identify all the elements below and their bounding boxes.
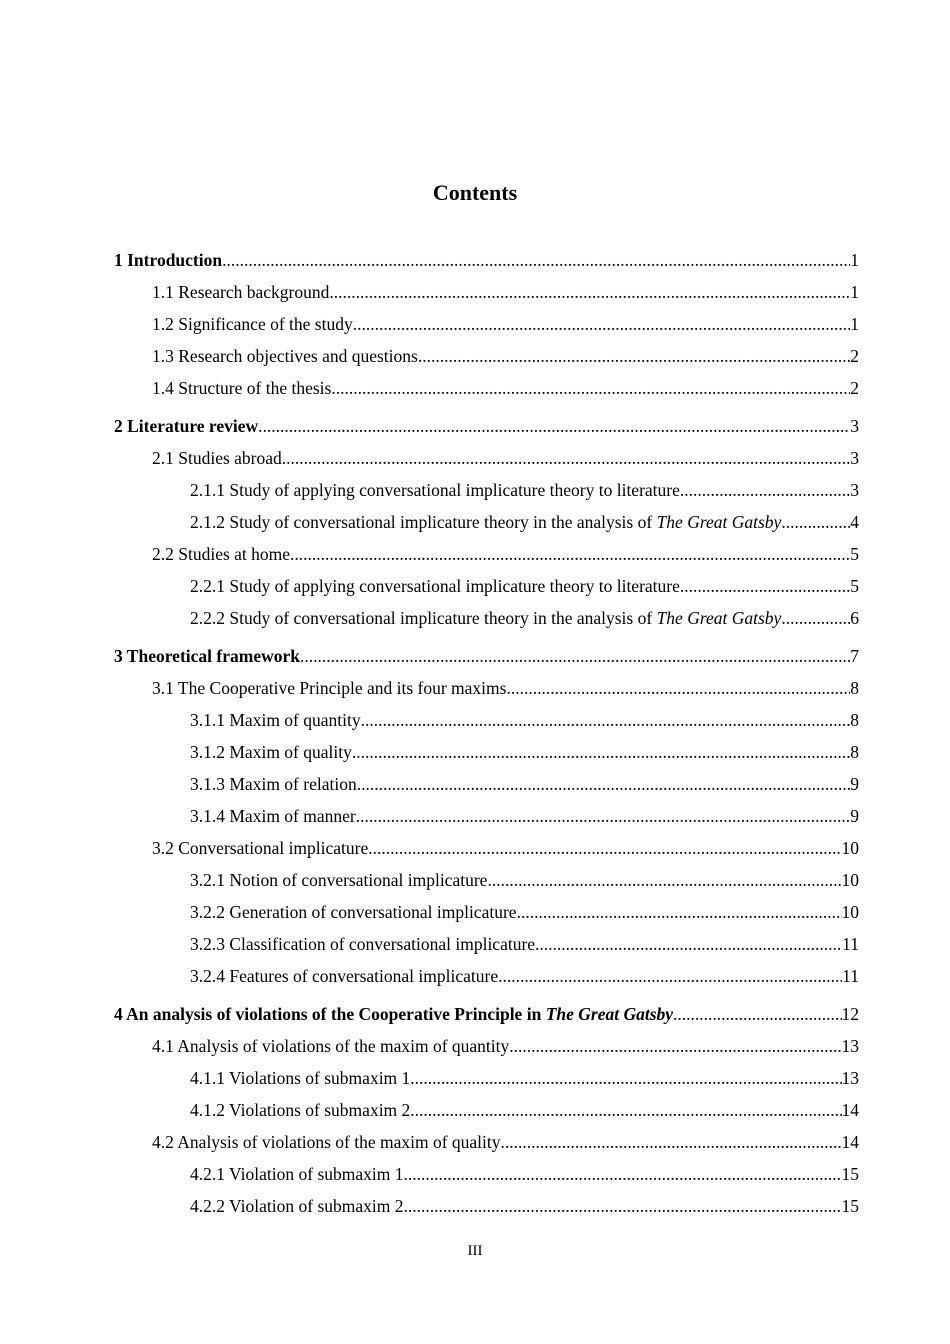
- toc-dot-leader: [222, 247, 850, 273]
- toc-page-number: 1: [850, 282, 859, 302]
- toc-entry-title: [190, 803, 356, 829]
- toc-page-number: 12: [841, 1004, 859, 1024]
- toc-entry-title: [152, 675, 506, 701]
- toc-entry-title-text: 2.1.1 Study of applying conversational implicature theory to literature: [190, 480, 680, 500]
- toc-entry-level-3[interactable]: [114, 605, 859, 637]
- toc-page-number: 10: [841, 838, 859, 858]
- toc-entry-title: [190, 573, 680, 599]
- toc-entry-title: [152, 541, 290, 567]
- toc-entry-title-text: 4.1 Analysis of violations of the maxim of quantity: [152, 1036, 510, 1056]
- toc-dot-leader: [509, 1033, 841, 1059]
- toc-dot-leader: [506, 675, 850, 701]
- toc-entry-title: [152, 279, 329, 305]
- toc-entry-level-3[interactable]: [114, 477, 859, 509]
- toc-page-number: 14: [841, 1100, 859, 1120]
- toc-entry-title: [190, 931, 535, 957]
- toc-entry-title-text: 1.4 Structure of the thesis: [152, 378, 332, 398]
- toc-dot-leader: [356, 803, 851, 829]
- toc-entry-level-2[interactable]: [114, 445, 859, 477]
- toc-entry-level-2[interactable]: [114, 311, 859, 343]
- toc-entry-title-text: 1.2 Significance of the study: [152, 314, 353, 334]
- toc-entry-title: [190, 899, 517, 925]
- toc-entry-title-text: 3.2.2 Generation of conversational implicature: [190, 902, 517, 922]
- toc-entry-title: [190, 1097, 410, 1123]
- toc-entry-title-text: 2.1.2 Study of conversational implicature theory in the analysis of: [190, 512, 657, 532]
- toc-entry-title: [152, 311, 353, 337]
- toc-entry-level-2[interactable]: [114, 1129, 859, 1161]
- toc-page-number: 1: [850, 250, 859, 270]
- toc-entry-title-text: 3.1.2 Maxim of quality: [190, 742, 352, 762]
- toc-entry-level-1[interactable]: [114, 1001, 859, 1033]
- toc-dot-leader: [353, 311, 851, 337]
- toc-entry-level-3[interactable]: [114, 1097, 859, 1129]
- toc-entry-level-2[interactable]: [114, 675, 859, 707]
- toc-entry-title: [114, 643, 300, 669]
- toc-page-number: 3: [850, 448, 859, 468]
- toc-entry-level-2[interactable]: [114, 375, 859, 407]
- toc-entry-title-text: 4.2.1 Violation of submaxim 1: [190, 1164, 404, 1184]
- toc-entry-title-text: 4 An analysis of violations of the Cooperative Principle in: [114, 1004, 546, 1024]
- toc-page-number: 7: [850, 646, 859, 666]
- toc-page-number: 1: [850, 314, 859, 334]
- toc-page-number: 14: [841, 1132, 859, 1152]
- toc-entry-title: [114, 413, 258, 439]
- toc-entry-title-text: 4.1.1 Violations of submaxim 1: [190, 1068, 411, 1088]
- toc-page-number: 10: [841, 902, 859, 922]
- toc-entry-title: [190, 707, 361, 733]
- toc-page-number: 10: [841, 870, 859, 890]
- toc-dot-leader: [361, 707, 851, 733]
- toc-entry-title-text: 3 Theoretical framework: [114, 646, 300, 666]
- toc-entry-title-text: 4.2.2 Violation of submaxim 2: [190, 1196, 404, 1216]
- toc-page-number: 8: [850, 710, 859, 730]
- toc-page-number: 4: [850, 512, 859, 532]
- toc-dot-leader: [282, 445, 850, 471]
- toc-entry-title-italic: The Great Gatsby: [656, 512, 782, 532]
- toc-entry-title-text: 2.2.2 Study of conversational implicature theory in the analysis of: [190, 608, 657, 628]
- toc-entry-title-text: 3.1.1 Maxim of quantity: [190, 710, 361, 730]
- toc-page-number: 5: [850, 544, 859, 564]
- toc-entry-level-3[interactable]: [114, 573, 859, 605]
- toc-entry-title: [152, 445, 282, 471]
- toc-entry-title-italic: The Great Gatsby: [545, 1004, 674, 1024]
- toc-page-number: 2: [850, 378, 859, 398]
- toc-entry-level-2[interactable]: [114, 541, 859, 573]
- toc-page-number: 15: [841, 1196, 859, 1216]
- toc-entry-level-2[interactable]: [114, 835, 859, 867]
- toc-page-number: 13: [841, 1036, 859, 1056]
- toc-entry-title-text: 2.1 Studies abroad: [152, 448, 282, 468]
- toc-entry-title-italic: The Great Gatsby: [656, 608, 782, 628]
- toc-entry-title: [190, 771, 357, 797]
- toc-entry-level-3[interactable]: [114, 1065, 859, 1097]
- toc-entry-level-3[interactable]: [114, 899, 859, 931]
- toc-entry-level-1[interactable]: [114, 413, 859, 445]
- toc-entry-title: [190, 963, 498, 989]
- toc-dot-leader: [487, 867, 841, 893]
- toc-dot-leader: [418, 343, 850, 369]
- toc-entry-title: [190, 605, 781, 631]
- toc-entry-level-3[interactable]: [114, 803, 859, 835]
- toc-entry-level-2[interactable]: [114, 279, 859, 311]
- toc-dot-leader: [535, 931, 842, 957]
- toc-page-number: 3: [850, 416, 859, 436]
- toc-entry-level-3[interactable]: [114, 1161, 859, 1193]
- toc-entry-level-3[interactable]: [114, 509, 859, 541]
- toc-entry-title-text: 3.1 The Cooperative Principle and its four maxims: [152, 678, 507, 698]
- toc-dot-leader: [501, 1129, 842, 1155]
- toc-entry-level-2[interactable]: [114, 343, 859, 375]
- toc-dot-leader: [410, 1065, 841, 1091]
- toc-dot-leader: [368, 835, 841, 861]
- toc-entry-title: [152, 1033, 509, 1059]
- toc-page-number: 9: [850, 774, 859, 794]
- toc-entry-title: [190, 1065, 410, 1091]
- toc-dot-leader: [498, 963, 842, 989]
- toc-dot-leader: [673, 1001, 841, 1027]
- toc-dot-leader: [258, 413, 850, 439]
- toc-dot-leader: [517, 899, 842, 925]
- toc-entry-title: [190, 1193, 403, 1219]
- toc-page-number: 3: [850, 480, 859, 500]
- toc-entry-title-text: 3.2.1 Notion of conversational implicature: [190, 870, 488, 890]
- toc-entry-level-3[interactable]: [114, 867, 859, 899]
- page-number-footer: III: [467, 1243, 483, 1259]
- toc-entry-level-2[interactable]: [114, 1033, 859, 1065]
- toc-entry-level-3[interactable]: [114, 739, 859, 771]
- toc-entry-title: [190, 739, 352, 765]
- toc-page-number: 13: [841, 1068, 859, 1088]
- toc-dot-leader: [329, 279, 850, 305]
- toc-page-number: 11: [842, 934, 859, 954]
- toc-dot-leader: [781, 509, 850, 535]
- toc-entry-title-text: 3.2 Conversational implicature: [152, 838, 369, 858]
- toc-entry-level-1[interactable]: [114, 643, 859, 675]
- toc-page-number: 5: [850, 576, 859, 596]
- toc-entry-title-text: 1 Introduction: [114, 250, 223, 270]
- toc-entry-title-text: 4.1.2 Violations of submaxim 2: [190, 1100, 411, 1120]
- toc-dot-leader: [300, 643, 850, 669]
- toc-entry-title: [152, 835, 368, 861]
- toc-entry-level-1[interactable]: [114, 247, 859, 279]
- toc-dot-leader: [781, 605, 850, 631]
- toc-page-number: 8: [850, 742, 859, 762]
- toc-entry-title: [190, 477, 680, 503]
- toc-entry-level-3[interactable]: [114, 931, 859, 963]
- toc-dot-leader: [680, 573, 850, 599]
- toc-entry-title: [152, 343, 418, 369]
- toc-entry-title: [152, 1129, 501, 1155]
- toc-dot-leader: [290, 541, 850, 567]
- toc-entry-title-text: 1.1 Research background: [152, 282, 330, 302]
- toc-entry-title-text: 4.2 Analysis of violations of the maxim of quality: [152, 1132, 501, 1152]
- toc-entry-title-text: 3.1.4 Maxim of manner: [190, 806, 356, 826]
- toc-dot-leader: [410, 1097, 841, 1123]
- toc-entry-title-text: 3.2.3 Classification of conversational implicature: [190, 934, 536, 954]
- toc-entry-title: [190, 1161, 403, 1187]
- toc-entry-level-3[interactable]: [114, 707, 859, 739]
- toc-dot-leader: [403, 1161, 841, 1187]
- page-title: Contents: [432, 180, 518, 205]
- toc-entry-title: [190, 867, 487, 893]
- toc-entry-level-3[interactable]: [114, 1193, 859, 1225]
- toc-entry-title: [152, 375, 331, 401]
- toc-entry-title-text: 2 Literature review: [114, 416, 259, 436]
- toc-page-number: 6: [850, 608, 859, 628]
- toc-entry-level-3[interactable]: [114, 771, 859, 803]
- toc-entry-title-text: 3.2.4 Features of conversational implicature: [190, 966, 499, 986]
- toc-entry-title-text: 2.2 Studies at home: [152, 544, 291, 564]
- toc-page-number: 9: [850, 806, 859, 826]
- toc-entry-title-text: 1.3 Research objectives and questions: [152, 346, 418, 366]
- toc-page-number: 8: [850, 678, 859, 698]
- toc-dot-leader: [680, 477, 850, 503]
- toc-dot-leader: [357, 771, 851, 797]
- toc-entry-title: [114, 247, 222, 273]
- toc-entry-title: [114, 1001, 673, 1027]
- toc-dot-leader: [331, 375, 850, 401]
- toc-dot-leader: [352, 739, 850, 765]
- table-of-contents: [114, 247, 859, 1225]
- toc-dot-leader: [403, 1193, 841, 1219]
- toc-entry-title: [190, 509, 781, 535]
- toc-page-number: 2: [850, 346, 859, 366]
- toc-page-number: 11: [842, 966, 859, 986]
- toc-entry-level-3[interactable]: [114, 963, 859, 995]
- toc-entry-title-text: 2.2.1 Study of applying conversational implicature theory to literature: [190, 576, 680, 596]
- toc-page-number: 15: [841, 1164, 859, 1184]
- toc-entry-title-text: 3.1.3 Maxim of relation: [190, 774, 357, 794]
